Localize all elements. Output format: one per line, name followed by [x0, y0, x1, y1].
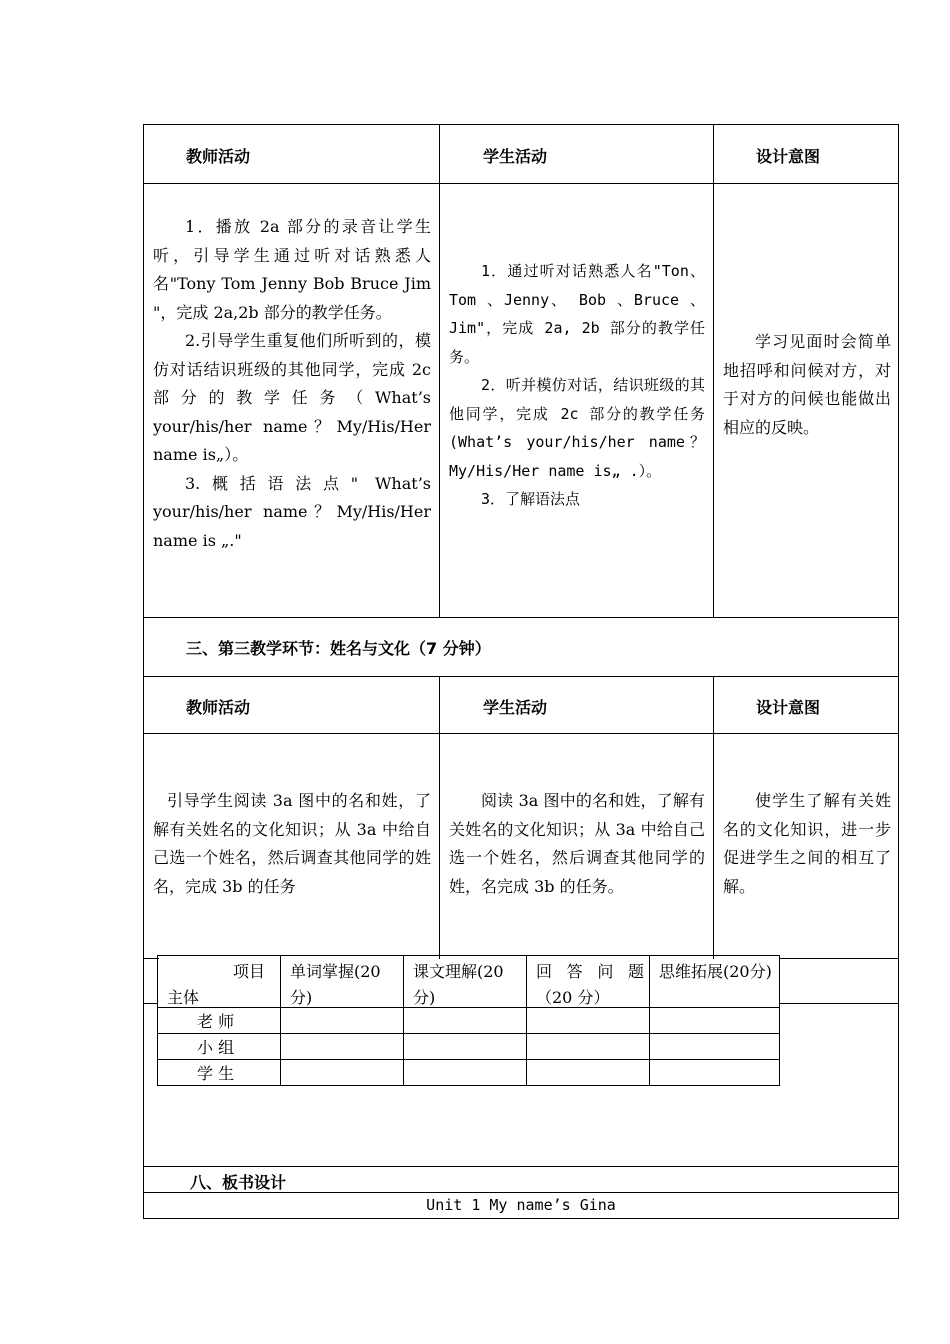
- design-intent-cell: [723, 328, 891, 442]
- row-group: 小 组: [197, 1038, 235, 1057]
- section-8-title: 八、板书设计: [190, 1173, 287, 1192]
- header-teacher-activity: 教师活动: [186, 147, 251, 166]
- column-vocabulary: 单词掌握(20分): [290, 962, 381, 1007]
- teacher-activity-text: 引导学生阅读 3a 图中的名和姓，了解有关姓名的文化知识；从 3a 中给自己选一个姓名，然后调查其他同学的姓名，完成 3b 的任务: [153, 791, 431, 896]
- table-rule: [779, 958, 899, 959]
- column-text-understanding: 课文理解(20分): [413, 962, 504, 1007]
- table-border-top: [143, 124, 899, 125]
- evaluation-rule: [157, 1059, 780, 1060]
- teacher-step-2: 2.引导学生重复他们所听到的，模仿对话结识班级的其他同学，完成 2c 部分的教学任务（What’s your/his/her name？My/His/Her name is„）。: [153, 331, 431, 464]
- teacher-step-1: 1．播放 2a 部分的录音让学生听，引导学生通过听对话熟悉人名"Tony Tom Jenny Bob Bruce Jim "，完成 2a,2b 部分的教学任务。: [153, 217, 431, 322]
- teacher-activity-cell: [153, 213, 431, 555]
- student-activity-text: 阅读 3a 图中的名和姓，了解有关姓名的文化知识；从 3a 中给自己选一个姓名，然后调查其他同学的姓，名完成 3b 的任务。: [449, 791, 705, 896]
- table-border-bottom: [143, 1218, 899, 1219]
- table-border-right: [898, 124, 899, 1219]
- column-thinking-extension: 思维拓展(20分): [659, 962, 772, 981]
- section-3-title: 三、第三教学环节：姓名与文化（7 分钟）: [186, 639, 491, 658]
- column-answer-questions: 回 答 问 题（20 分）: [536, 962, 644, 1007]
- header-student-activity: 学生活动: [483, 698, 548, 717]
- column-divider: [439, 676, 440, 959]
- table-rule: [143, 617, 899, 618]
- teacher-step-3: 3.概括语法点" What’s your/his/her name？My/His/Her name is „.": [153, 473, 431, 550]
- table-rule: [143, 1166, 899, 1167]
- evaluation-col-divider: [649, 955, 650, 1086]
- evaluation-col-divider: [403, 955, 404, 1086]
- table-rule: [143, 183, 899, 184]
- header-teacher-activity: 教师活动: [186, 698, 251, 717]
- design-intent-text: 学习见面时会简单地招呼和问候对方，对于对方的问候也能做出相应的反映。: [723, 332, 891, 437]
- header-design-intent: 设计意图: [756, 698, 821, 717]
- column-divider: [439, 124, 440, 618]
- student-step-2: 2．听并模仿对话，结识班级的其他同学，完成 2c 部分的教学任务(What’s your/his/her name？My/His/Her name is„ .）。: [449, 376, 705, 480]
- header-design-intent: 设计意图: [756, 147, 821, 166]
- evaluation-col-divider: [526, 955, 527, 1086]
- table-rule: [143, 676, 899, 677]
- evaluation-table: [157, 955, 780, 1086]
- row-student: 学 生: [197, 1064, 235, 1083]
- table-rule: [779, 1003, 899, 1004]
- teacher-activity-cell: [153, 787, 431, 901]
- table-border-left: [143, 124, 144, 1219]
- corner-label-subject: 主体: [167, 988, 200, 1007]
- row-teacher: 老 师: [197, 1012, 235, 1031]
- column-divider: [713, 676, 714, 959]
- design-intent-text: 使学生了解有关姓名的文化知识，进一步促进学生之间的相互了解。: [723, 791, 891, 896]
- table-rule: [143, 1003, 157, 1004]
- corner-label-item: 项目: [233, 962, 266, 981]
- evaluation-rule: [157, 1033, 780, 1034]
- student-step-3: 3．了解语法点: [481, 490, 581, 508]
- evaluation-col-divider: [280, 955, 281, 1086]
- student-activity-cell: [449, 787, 705, 901]
- board-title: Unit 1 My name’s Gina: [426, 1196, 616, 1214]
- table-rule: [143, 733, 899, 734]
- student-step-1: 1．通过听对话熟悉人名"Ton、Tom 、Jenny、 Bob 、Bruce 、Jim"，完成 2a, 2b 部分的教学任务。: [449, 262, 705, 366]
- header-student-activity: 学生活动: [483, 147, 548, 166]
- column-divider: [713, 124, 714, 618]
- student-activity-cell: [449, 257, 705, 514]
- design-intent-cell: [723, 787, 891, 901]
